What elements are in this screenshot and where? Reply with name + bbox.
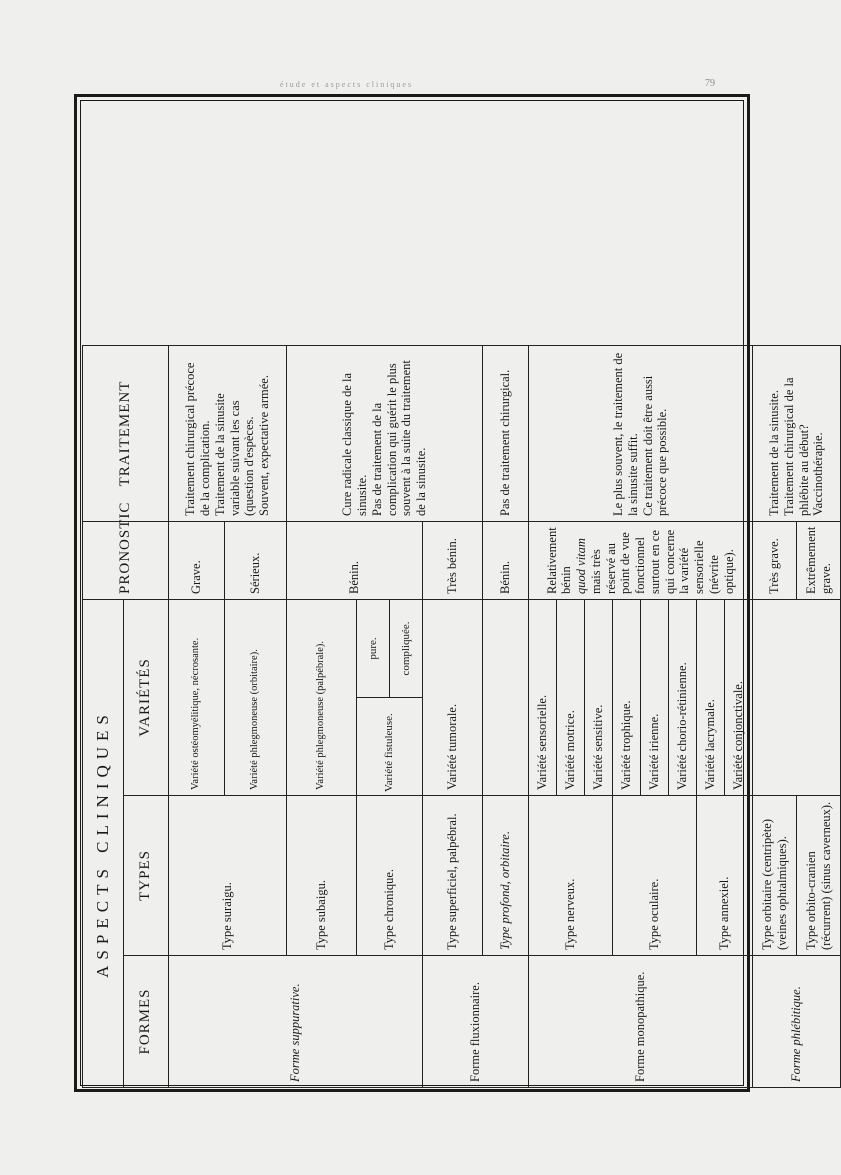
variete-sensorielle: Variété sensorielle. — [529, 599, 557, 795]
pronostic-benin-1: Bénin. — [287, 521, 423, 599]
pronostic-extremement-grave: Extrêmement grave. — [797, 521, 841, 599]
header-formes: FORMES — [124, 956, 169, 1088]
pronostic-mais: mais très réservé au point de vue fonctionnel surtout en ce qui concerne la variété sensorielle (névrite optique). — [588, 529, 736, 594]
type-chronique: Type chronique. — [357, 796, 423, 956]
page-number: 79 — [705, 78, 715, 89]
variete-phlegmoneuse-palpebrale: Variété phlegmoneuse (palpébrale). — [287, 599, 357, 795]
type-oculaire: Type oculaire. — [613, 796, 697, 956]
variete-fistuleuse-compliquee: compliquée. — [390, 600, 423, 698]
header-traitement: TRAITEMENT — [83, 345, 169, 521]
variete-osteomyelitique: Variété ostéomyélitique, nécrosante. — [169, 599, 225, 795]
variete-trophique: Variété trophique. — [613, 599, 641, 795]
type-superficiel: Type superficiel, palpébral. — [423, 796, 483, 956]
type-annexiel: Type annexiel. — [697, 796, 753, 956]
forme-monopathique: Forme monopathique. — [529, 956, 753, 1088]
header-varietes: VARIÉTÉS — [124, 599, 169, 795]
rotated-table-container — [82, 102, 833, 1088]
forme-fluxionnaire: Forme fluxionnaire. — [423, 956, 529, 1088]
variete-sensitive: Variété sensitive. — [585, 599, 613, 795]
variete-irienne: Variété irienne. — [641, 599, 669, 795]
type-nerveux: Type nerveux. — [529, 796, 613, 956]
variete-chorio-retinienne: Variété chorio-rétinienne. — [669, 599, 697, 795]
type-profond: Type profond, orbitaire. — [483, 796, 529, 956]
variete-fistuleuse-block — [357, 599, 423, 795]
header-pronostic: PRONOSTIC — [83, 521, 169, 599]
aspects-cliniques-title: ASPECTS CLINIQUES — [83, 599, 124, 1087]
traitement-3: Pas de traitement chirurgical. — [483, 345, 529, 521]
running-head: étude et aspects cliniques — [280, 80, 414, 89]
pronostic-serieux: Sérieux. — [225, 521, 287, 599]
traitement-2: Cure radicale classique de la sinusite. Pas de traitement de la complication qui guérit le plus souvent à la suite du traitement de la sinusite. — [287, 345, 483, 521]
pronostic-tres-grave: Très grave. — [753, 521, 797, 599]
pronostic-grave: Grave. — [169, 521, 225, 599]
type-orbitaire: Type orbitaire (centripète) (veines ophtalmiques). — [753, 796, 797, 956]
pronostic-relativement: Relativement bénin — [544, 527, 574, 594]
forme-phlebitique: Forme phlébitique. — [753, 956, 841, 1088]
pronostic-benin-2: Bénin. — [483, 521, 529, 599]
variete-conjonctivale: Variété conjonctivale. — [725, 599, 753, 795]
variete-motrice: Variété motrice. — [557, 599, 585, 795]
type-subaigu: Type subaigu. — [287, 796, 357, 956]
pronostic-relativement-benin — [529, 521, 753, 599]
traitement-4: Le plus souvent, le traitement de la sinusite suffit. Ce traitement doit être aussi précoce que possible. — [529, 345, 753, 521]
variete-fistuleuse-pure: pure. — [357, 600, 390, 698]
traitement-1: Traitement chirurgical précoce de la complication. Traitement de la sinusite variable suivant les cas (question d'espèces. Souvent, expectative armée. — [169, 345, 287, 521]
variete-tumorale-blank — [483, 599, 529, 795]
variete-fistuleuse: Variété fistuleuse. — [383, 713, 396, 792]
variete-lacrymale: Variété lacrymale. — [697, 599, 725, 795]
header-types: TYPES — [124, 796, 169, 956]
forme-suppurative: Forme suppurative. — [169, 956, 423, 1088]
pronostic-quod-vitam: quod vitam — [574, 538, 589, 594]
traitement-5: Traitement de la sinusite. Traitement chirurgical de la phlébite au début? Vaccinothérapie. — [753, 345, 841, 521]
variete-phlegmoneuse-orbitaire: Variété phlegmoneuse (orbitaire). — [225, 599, 287, 795]
type-suraigu: Type suraigu. — [169, 796, 287, 956]
type-orbito-cranien: Type orbito-cranien (récurrent) (sinus caverneux). — [797, 796, 841, 956]
pronostic-tres-benin: Très bénin. — [423, 521, 483, 599]
variete-phlebitique-blank — [753, 599, 841, 795]
clinical-aspects-table — [82, 101, 841, 1088]
variete-tumorale: Variété tumorale. — [423, 599, 483, 795]
